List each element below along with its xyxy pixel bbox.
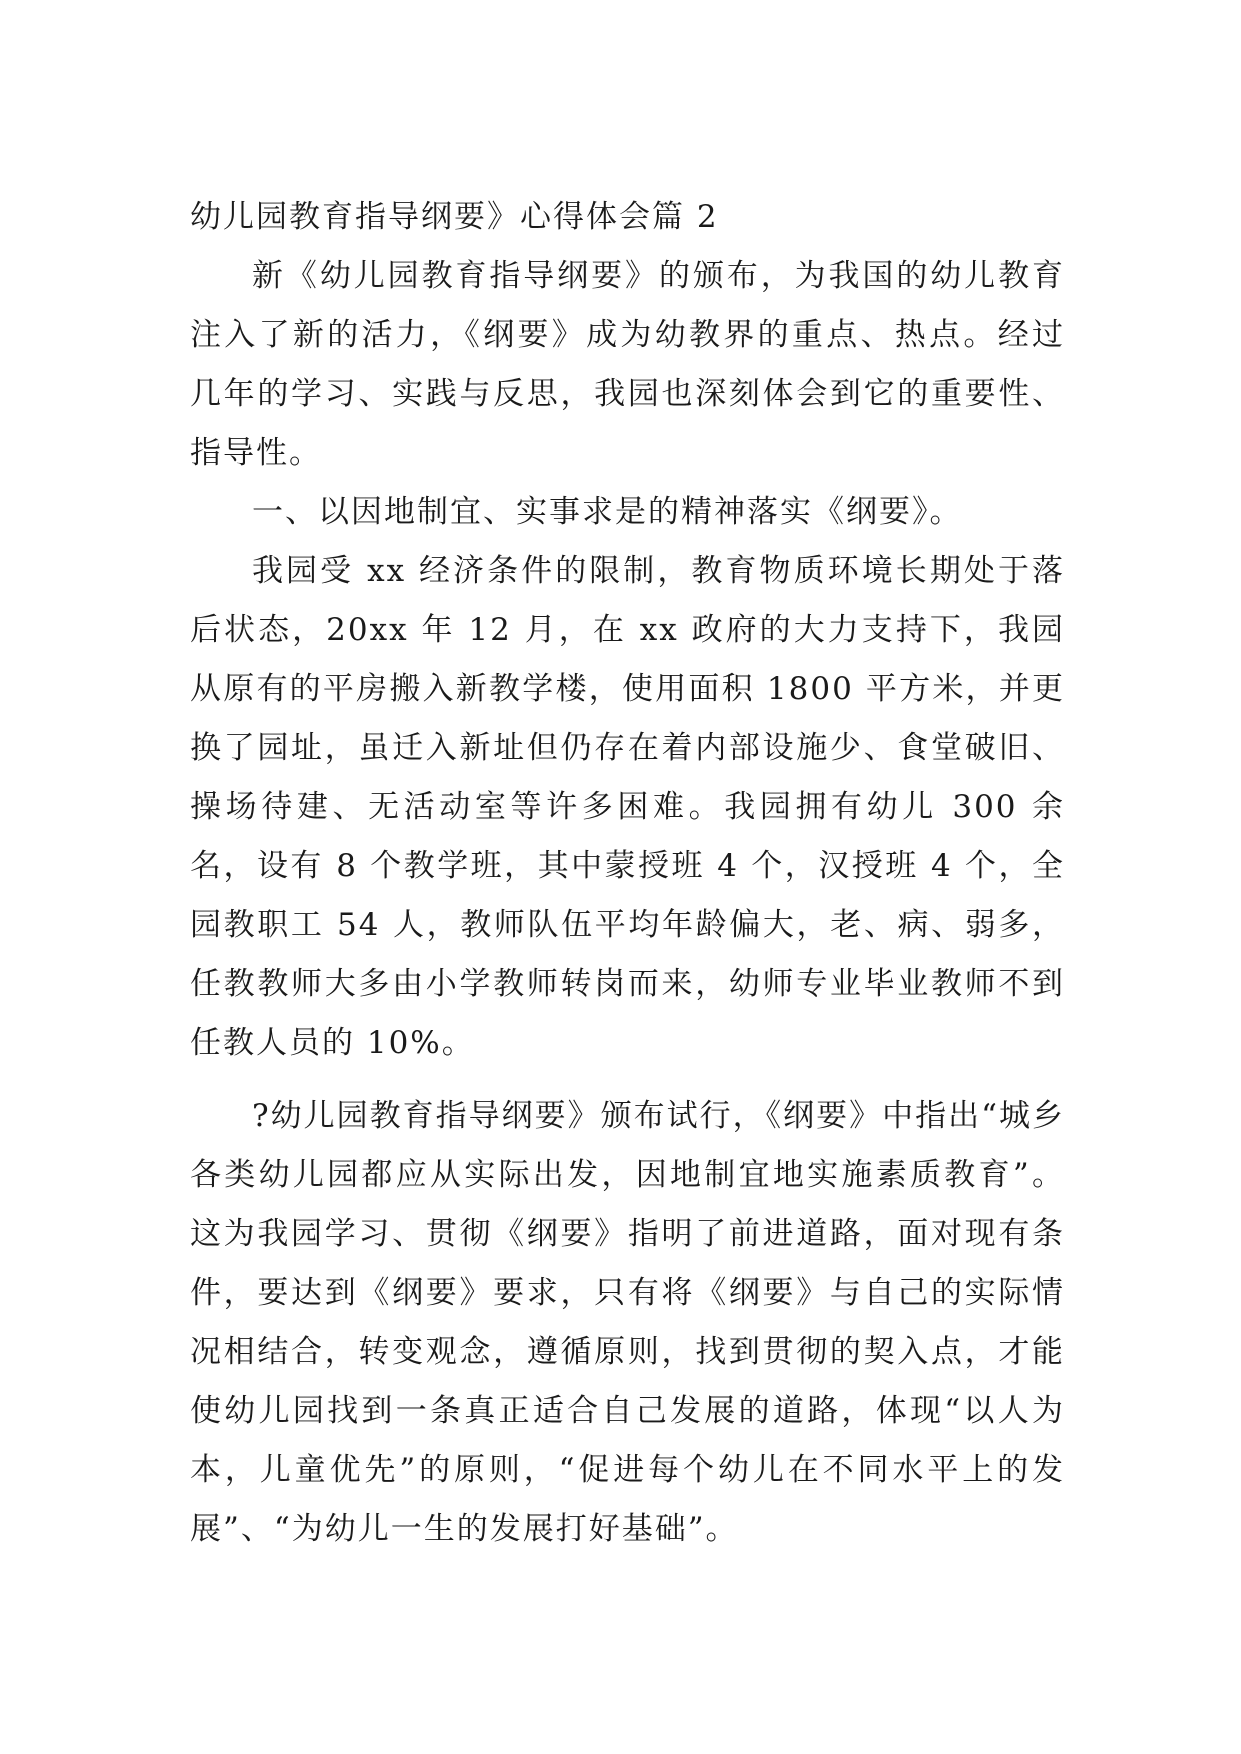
paragraph-section-heading: 一、以因地制宜、实事求是的精神落实《纲要》。 bbox=[252, 494, 963, 530]
paragraph-guidelines: ?幼儿园教育指导纲要》颁布试行，《纲要》中指出“城乡各类幼儿园都应从实际出发，因地制宜地实施素质教育”。这为我园学习、贯彻《纲要》指明了前进道路，面对现有条件，要达到《纲要》要求，只有将《纲要》与自己的实际情况相结合，转变观念，遵循原则，找到贯彻的契入点，才能使幼儿园找到一条真正适合自己发展的道路，体现“以人为本，儿童优先”的原则，“促进每个幼儿在不同水平上的发展”、“为幼儿一生的发展打好基础”。 bbox=[190, 1098, 1065, 1547]
paragraph-conditions: 我园受 xx 经济条件的限制，教育物质环境长期处于落后状态，20xx 年 12 月，在 xx 政府的大力支持下，我园从原有的平房搬入新教学楼，使用面积 1800 平方米，并更换了园址，虽迁入新址但仍存在着内部设施少、食堂破旧、操场待建、无活动室等许多困难。我园拥有幼儿 300 余名，设有 8 个教学班，其中蒙授班 4 个，汉授班 4 个，全园教职工 54 人，教师队伍平均年龄偏大，老、病、弱多，任教教师大多由小学教师转岗而来，幼师专业毕业教师不到任教人员的 10%。 bbox=[190, 553, 1065, 1061]
document-title: 幼儿园教育指导纲要》心得体会篇 2 bbox=[190, 199, 719, 235]
document-body bbox=[190, 188, 1065, 1559]
paragraph-intro: 新《幼儿园教育指导纲要》的颁布，为我国的幼儿教育注入了新的活力，《纲要》成为幼教界的重点、热点。经过几年的学习、实践与反思，我园也深刻体会到它的重要性、指导性。 bbox=[190, 258, 1065, 471]
